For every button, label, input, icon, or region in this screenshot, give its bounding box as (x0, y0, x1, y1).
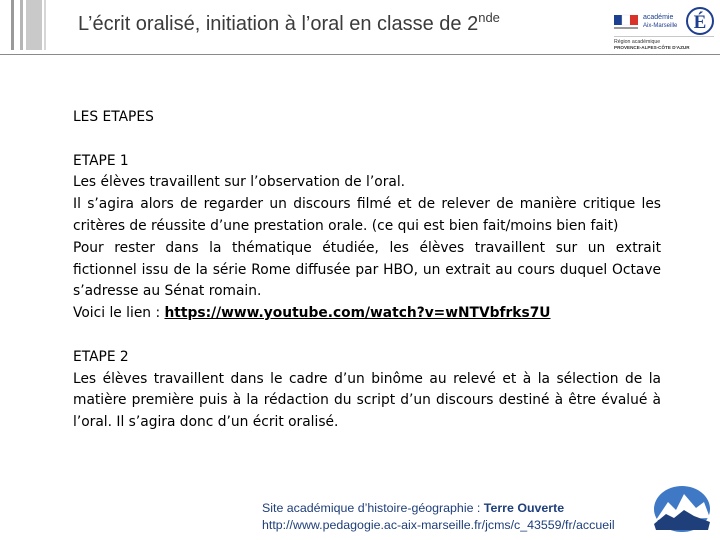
etape1-title: ETAPE 1 (73, 152, 129, 169)
logo-region-line1: Région académique (614, 39, 661, 45)
academie-logo (612, 3, 716, 51)
youtube-link[interactable]: https://www.youtube.com/watch?v=wNTVbfrks7U (164, 305, 551, 322)
flag-icon (614, 15, 638, 29)
etape1-paragraph1: Il s’agira alors de regarder un discours filmé et de relever de manière critique les critères de réussite d’une prestation orale. (ce qui est bien fait/moins bien fait) (73, 196, 661, 234)
link-prefix: Voici le lien : (73, 305, 165, 322)
spacer (73, 325, 661, 347)
slide-body (73, 107, 661, 434)
section-heading: LES ETAPES (73, 109, 154, 125)
header-decoration-bar (20, 0, 23, 50)
footer-url[interactable]: http://www.pedagogie.ac-aix-marseille.fr/jcms/c_43559/fr/accueil (262, 518, 615, 532)
etape1-link-line (73, 303, 661, 325)
etape2-title: ETAPE 2 (73, 348, 129, 365)
title-divider (0, 54, 720, 55)
footer-site-prefix: Site académique d’histoire-géographie : (262, 501, 484, 515)
etape1-line1: Les élèves travaillent sur l’observation de l’oral. (73, 174, 406, 191)
footer (262, 500, 615, 534)
header-decoration-bar (44, 0, 46, 50)
e-accent-emblem-icon (687, 8, 713, 34)
logo-academie-line1: académie (643, 14, 674, 21)
logo-region-line2: PROVENCE-ALPES-CÔTE D’AZUR (614, 45, 690, 50)
slide-title (78, 10, 500, 36)
slide-title-text: L’écrit oralisé, initiation à l’oral en classe de 2 (78, 13, 479, 35)
svg-text:É: É (693, 12, 707, 33)
spacer (73, 129, 661, 151)
terre-ouverte-mountain-logo (652, 484, 712, 534)
etape1-paragraph2: Pour rester dans la thématique étudiée, les élèves travaillent sur un extrait fictionnel issu de la série Rome diffusée par HBO, un extrait au cours duquel Octave s’adresse au Sénat romain. (73, 239, 661, 300)
etape2-paragraph: Les élèves travaillent dans le cadre d’un binôme au relevé et à la sélection de la matière première puis à la rédaction du script d’un discours destiné à être évalué à l’oral. Il s’agira donc d’un écrit oralisé. (73, 370, 661, 431)
logo-academie-line2: Aix-Marseille (643, 23, 678, 29)
header-decoration-bar (11, 0, 14, 50)
slide-title-superscript: nde (478, 10, 500, 25)
footer-site-line (262, 500, 615, 517)
footer-site-name: Terre Ouverte (483, 501, 565, 515)
header-decoration-bar (26, 0, 42, 50)
